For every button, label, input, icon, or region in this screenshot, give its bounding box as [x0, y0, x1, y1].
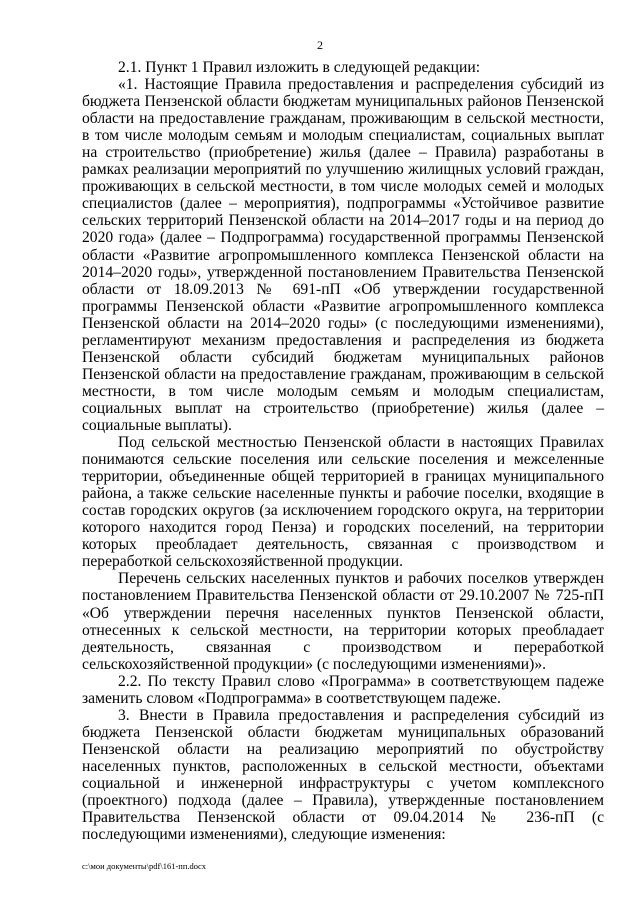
page-number: 2 [317, 38, 323, 52]
paragraph-rule-1: «1. Настоящие Правила предоставления и распределения субсидий из бюджета Пензенской области бюджетам муниципальных районов Пензенской области на предоставление гражданам, проживающим в сельской местности, в том числе молодым семьям и молодым специалистам, социальных выплат на строительство (приобретение) жилья (далее – Правила) разработаны в рамках реализации мероприятий по улучшению жилищных условий граждан, проживающих в сельской местности, в том числе молодых семей и молодых специалистов (далее – мероприятия), подпрограммы «Устойчивое развитие сельских территорий Пензенской области на 2014–2017 годы и на период до 2020 года» (далее – Подпрограмма) государственной программы Пензенской области «Развитие агропромышленного комплекса Пензенской области на 2014–2020 годы», утвержденной постановлением Правительства Пензенской области от 18.09.2013 № 691-пП «Об утверждении государственной программы Пензенской области «Развитие агропромышленного комплекса Пензенской области на 2014–2020 годы» (с последующими изменениями), регламентируют механизм предоставления и распределения из бюджета Пензенской области субсидий бюджетам муниципальных районов Пензенской области на предоставление гражданам, проживающим в сельской местности, в том числе молодым семьям и молодым специалистам, социальных выплат на строительство (приобретение) жилья (далее – социальные выплаты). [82, 76, 604, 434]
footer-file-path: c:\мои документы\pdf\161-пп.docx [82, 861, 207, 871]
paragraph-2-1: 2.1. Пункт 1 Правил изложить в следующей редакции: [118, 59, 481, 76]
paragraph-2-2: 2.2. По тексту Правил слово «Программа» в соответствующем падеже заменить словом «Подпрограмма» в соответствующем падеже. [82, 672, 604, 707]
document-body [82, 59, 604, 843]
paragraph-rural-definition: Под сельской местностью Пензенской области в настоящих Правилах понимаются сельские поселения или сельские поселения и межселенные территории, объединенные общей территорией в границах муниципального района, а также сельские населенные пункты и рабочие поселки, входящие в состав городских округов (за исключением городского округа, на территории которого находится город Пенза) и городских поселений, на территории которых преобладает деятельность, связанная с производством и переработкой сельскохозяйственной продукции. [82, 434, 604, 571]
paragraph-settlement-list: Перечень сельских населенных пунктов и рабочих поселков утвержден постановлением Правительства Пензенской области от 29.10.2007 № 725-пП «Об утверждении перечня населенных пунктов Пензенской области, отнесенных к сельской местности, на территории которых преобладает деятельность, связанная с производством и переработкой сельскохозяйственной продукции» (с последующими изменениями)». [82, 570, 604, 673]
paragraph-3: 3. Внести в Правила предоставления и распределения субсидий из бюджета Пензенской области бюджетам муниципальных образований Пензенской области на реализацию мероприятий по обустройству населенных пунктов, расположенных в сельской местности, объектами социальной и инженерной инфраструктуры с учетом комплексного (проектного) подхода (далее – Правила), утвержденные постановлением Правительства Пензенской области от 09.04.2014 № 236-пП (с последующими изменениями), следующие изменения: [82, 706, 604, 844]
